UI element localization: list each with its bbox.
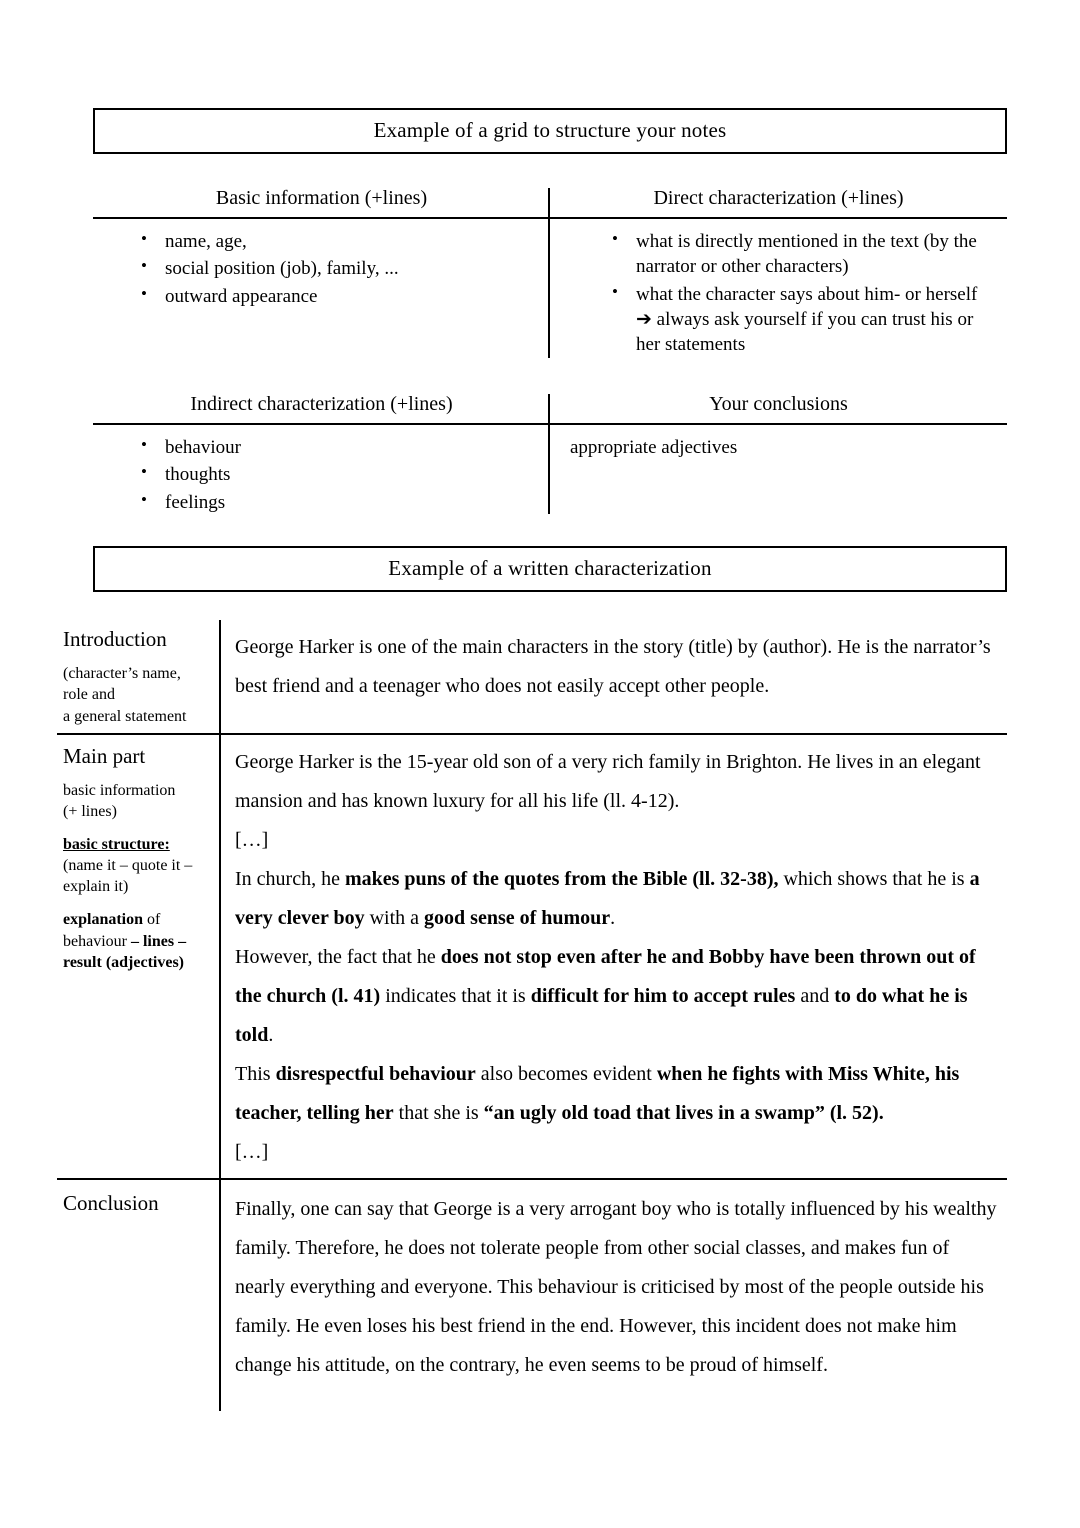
list-item: • what the character says about him- or herself ➔ always ask yourself if you can trust his or her statements	[612, 282, 997, 358]
your-conclusions-note: appropriate adjectives	[570, 437, 738, 458]
row-label-title: Introduction	[63, 627, 167, 651]
list-item: • feelings	[141, 490, 536, 515]
characterization-table	[57, 620, 1007, 1411]
notes-grid-block-indirect	[93, 392, 1007, 517]
written-title-box	[93, 546, 1007, 592]
grid-cell-indirect-characterization	[93, 425, 550, 517]
notes-grid-block-basic	[93, 186, 1007, 359]
grid-body-row	[93, 219, 1007, 359]
written-title-text: Example of a written characterization	[388, 556, 712, 581]
row-label-sub: (character’s name, role and a general statement	[63, 665, 187, 725]
grid-vertical-divider	[548, 394, 550, 514]
basic-information-list	[93, 229, 536, 309]
list-item: • thoughts	[141, 462, 536, 487]
grid-vertical-divider	[548, 188, 550, 358]
table-row	[57, 620, 1007, 733]
grid-header-basic-information: Basic information (+lines)	[215, 187, 428, 209]
row-label-conclusion	[57, 1180, 221, 1411]
list-item: • outward appearance	[141, 284, 536, 309]
row-label-title: Main part	[63, 743, 146, 768]
paragraph: […]	[235, 828, 269, 851]
grid-header-direct-characterization: Direct characterization (+lines)	[653, 187, 904, 209]
paragraph: George Harker is the 15-year old son of a very rich family in Brighton. He lives in an elegant mansion and has known luxury for all his life (ll. 4-12).	[235, 750, 981, 812]
paragraph: […]	[235, 1140, 269, 1163]
grid-header-indirect-characterization: Indirect characterization (+lines)	[190, 393, 453, 415]
paragraph: George Harker is one of the main characters in the story (title) by (author). He is the narrator’s best friend and a teenager who does not easily accept other people.	[235, 636, 991, 697]
grid-header-your-conclusions: Your conclusions	[709, 393, 848, 415]
grid-cell-direct-characterization	[550, 219, 1007, 359]
paragraph: However, the fact that he does not stop even after he and Bobby have been thrown out of the church (l. 41) indicates that it is difficult for him to accept rules and to do what he is told.	[235, 945, 976, 1046]
row-label-introduction	[57, 620, 221, 733]
row-label-sub: explanation of behaviour – lines – result (adjectives)	[63, 911, 187, 971]
list-item: • social position (job), family, ...	[141, 256, 536, 281]
row-label-sub: basic information (+ lines)	[63, 781, 176, 821]
row-label-title: Conclusion	[63, 1190, 159, 1215]
direct-characterization-list	[564, 229, 997, 357]
list-item: • name, age,	[141, 229, 536, 254]
list-item: • behaviour	[141, 435, 536, 460]
grid-cell-basic-information	[93, 219, 550, 359]
grid-cell-your-conclusions	[550, 425, 1007, 517]
paragraph: Finally, one can say that George is a very arrogant boy who is totally influenced by his wealthy family. Therefore, he does not tolerate people from other social classes, and makes fun of nearly everything and everyone. This behaviour is criticised by most of the people outside his family. He even loses his best friend in the end. However, this incident does not make him change his attitude, on the contrary, he even seems to be proud of himself.	[235, 1197, 997, 1376]
paragraph: This disrespectful behaviour also becomes evident when he fights with Miss White, his teacher, telling her that she is “an ugly old toad that lives in a swamp” (l. 52).	[235, 1062, 960, 1124]
row-label-main-part	[57, 735, 221, 1178]
grid-body-row	[93, 425, 1007, 517]
grid-title-box	[93, 108, 1007, 154]
grid-header-row	[93, 392, 1007, 423]
row-content-introduction	[221, 620, 1007, 733]
row-content-conclusion	[221, 1180, 1007, 1411]
list-item: • what is directly mentioned in the text (by the narrator or other characters)	[612, 229, 997, 280]
row-content-main-part	[221, 735, 1007, 1178]
table-row	[57, 733, 1007, 1178]
indirect-characterization-list	[93, 435, 536, 515]
table-row	[57, 1178, 1007, 1411]
row-label-sub: basic structure: (name it – quote it – explain it)	[63, 836, 193, 896]
grid-title-text: Example of a grid to structure your notes	[373, 118, 727, 143]
paragraph: In church, he makes puns of the quotes from the Bible (ll. 32-38), which shows that he is a very clever boy with a good sense of humour.	[235, 867, 980, 929]
grid-header-row	[93, 186, 1007, 217]
